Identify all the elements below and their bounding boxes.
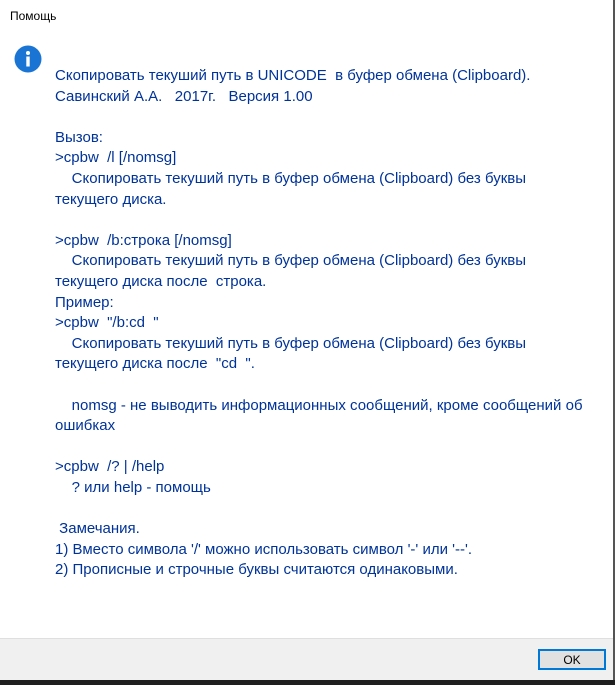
message-line: >cpbw "/b:cd " — [55, 314, 159, 332]
message-line: >cpbw /? | /help — [55, 458, 165, 476]
message-line: Савинский А.А. 2017г. Версия 1.00 — [55, 87, 313, 105]
message-line: Скопировать текуший путь в UNICODE в буфер обмена (Clipboard). — [55, 67, 531, 84]
background-strip — [0, 680, 615, 685]
message-line — [55, 210, 605, 231]
dialog-content — [0, 30, 613, 638]
message-line: Вызов: — [55, 128, 103, 146]
title-bar — [0, 0, 615, 31]
message-line — [55, 498, 605, 519]
message-line: Скопировать текуший путь в буфер обмена (Clipboard) без буквы — [55, 169, 527, 187]
message-line: Замечания. — [55, 520, 140, 538]
message-line: 1) Вместо символа '/' можно использовать символ '-' или '--'. — [55, 540, 473, 558]
message-line: ошибках — [55, 417, 116, 435]
message-line: текущего диска после строка. — [55, 272, 267, 290]
message-line: Скопировать текуший путь в буфер обмена (Clipboard) без буквы — [55, 334, 527, 352]
message-line — [55, 107, 605, 128]
dialog-footer — [0, 638, 613, 681]
message-line: >cpbw /l [/nomsg] — [55, 149, 177, 167]
window-title: Помощь — [10, 9, 57, 23]
info-icon — [14, 45, 42, 73]
help-message — [55, 66, 605, 581]
message-line — [55, 437, 605, 458]
message-line: текущего диска после "cd ". — [55, 355, 255, 373]
message-line — [55, 375, 605, 396]
message-line: >cpbw /b:строка [/nomsg] — [55, 231, 232, 249]
message-line: текущего диска. — [55, 190, 167, 208]
ok-button[interactable]: OK — [539, 650, 605, 669]
message-line: nomsg - не выводить информационных сообщений, кроме сообщений об — [55, 396, 583, 414]
message-line: 2) Прописные и строчные буквы считаются одинаковыми. — [55, 561, 458, 579]
message-line: ? или help - помощь — [55, 478, 211, 496]
message-line: Пример: — [55, 293, 114, 311]
message-line: Скопировать текуший путь в буфер обмена (Clipboard) без буквы — [55, 252, 527, 270]
